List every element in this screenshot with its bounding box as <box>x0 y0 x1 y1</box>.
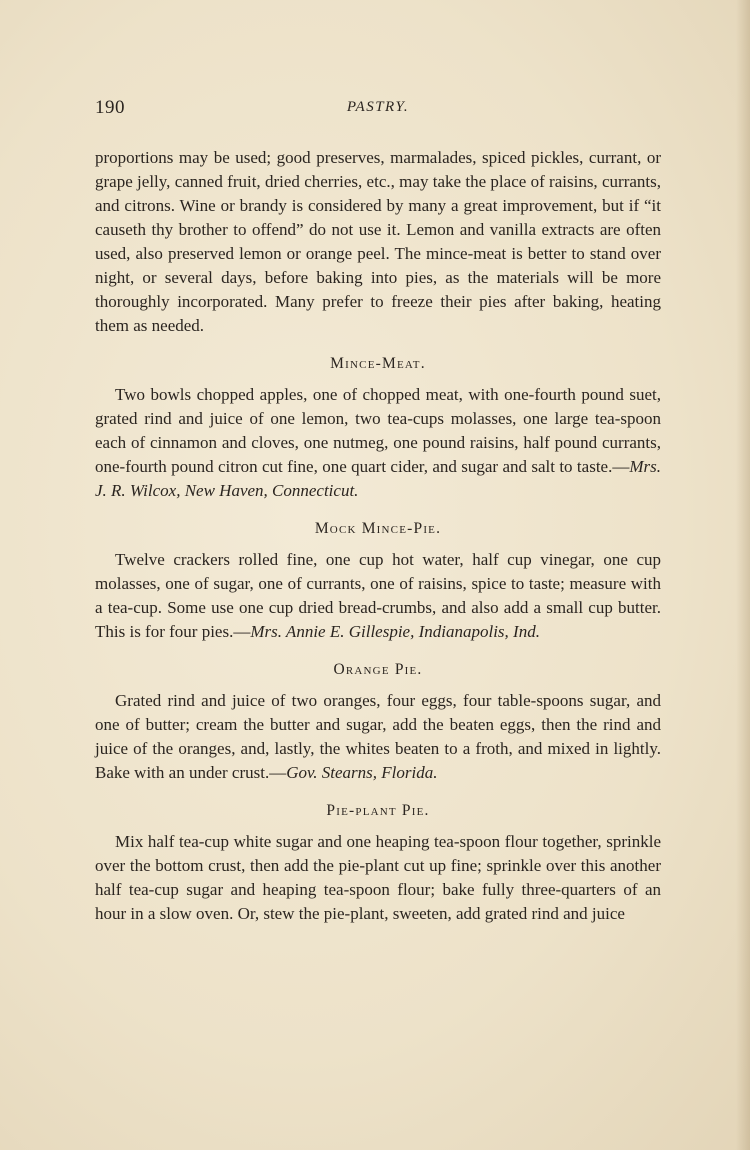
recipe-body-pie-plant-pie <box>95 830 661 926</box>
recipe-title-pie-plant-pie: Pie-plant Pie. <box>326 802 430 819</box>
recipe-body-orange-pie <box>95 689 661 785</box>
recipe-title-mince-meat: Mince-Meat. <box>330 355 426 372</box>
recipe-title-mock-mince-pie: Mock Mince-Pie. <box>314 520 442 537</box>
recipe-title-orange-pie: Orange Pie. <box>333 661 423 678</box>
page-header <box>95 97 661 125</box>
page-number: 190 <box>95 97 125 118</box>
recipe-text: Mix half tea-cup white sugar and one heaping tea-spoon flour together, sprinkle over the bottom crust, then add the pie-plant cut up fine; sprinkle over this another half tea-cup sugar and heaping tea-spoon flour; bake fully three-quarters of an hour in a slow oven. Or, stew the pie-plant, sweeten, add grated rind and juice <box>95 832 661 923</box>
recipe-attribution: Mrs. J. R. Wilcox, New Haven, Connecticut. <box>95 457 661 500</box>
intro-paragraph: proportions may be used; good preserves, marmalades, spiced pickles, currant, or grape jelly, canned fruit, dried cherries, etc., may take the place of raisins, currants, and citrons. Wine or brandy is considered by many a great improvement, but if “it causeth thy brother to offend” do not use it. Lemon and vanilla extracts are often used, also preserved lemon or orange peel. The mince-meat is better to stand over night, or several days, before baking into pies, as the materials will be more thoroughly incorporated. Many prefer to freeze their pies after baking, heating them as needed. <box>95 148 661 335</box>
page-content <box>95 146 661 926</box>
recipe-text: Two bowls chopped apples, one of chopped meat, with one-fourth pound suet, grated rind and juice of one lemon, two tea-cups molasses, one large tea-spoon each of cinnamon and cloves, one nutmeg, one pound raisins, half pound currants, one-fourth pound citron cut fine, one quart cider, and sugar and salt to taste.— <box>95 385 661 476</box>
recipe-body-mock-mince-pie <box>95 548 661 644</box>
recipe-attribution: Mrs. Annie E. Gillespie, Indianapolis, Ind. <box>250 622 540 641</box>
recipe-attribution: Gov. Stearns, Florida. <box>286 763 438 782</box>
recipe-text: Twelve crackers rolled fine, one cup hot water, half cup vinegar, one cup molasses, one of sugar, one of currants, one of raisins, spice to taste; measure with a tea-cup. Some use one cup dried bread-crumbs, and also add a small cup butter. This is for four pies.— <box>95 550 661 641</box>
recipe-body-mince-meat <box>95 383 661 503</box>
running-head: PASTRY. <box>346 99 410 115</box>
recipe-text: Grated rind and juice of two oranges, four eggs, four table-spoons sugar, and one of butter; cream the butter and sugar, add the beaten eggs, then the rind and juice of the oranges, and, lastly, the whites beaten to a froth, and mixed in lightly. Bake with an under crust.— <box>95 691 661 782</box>
